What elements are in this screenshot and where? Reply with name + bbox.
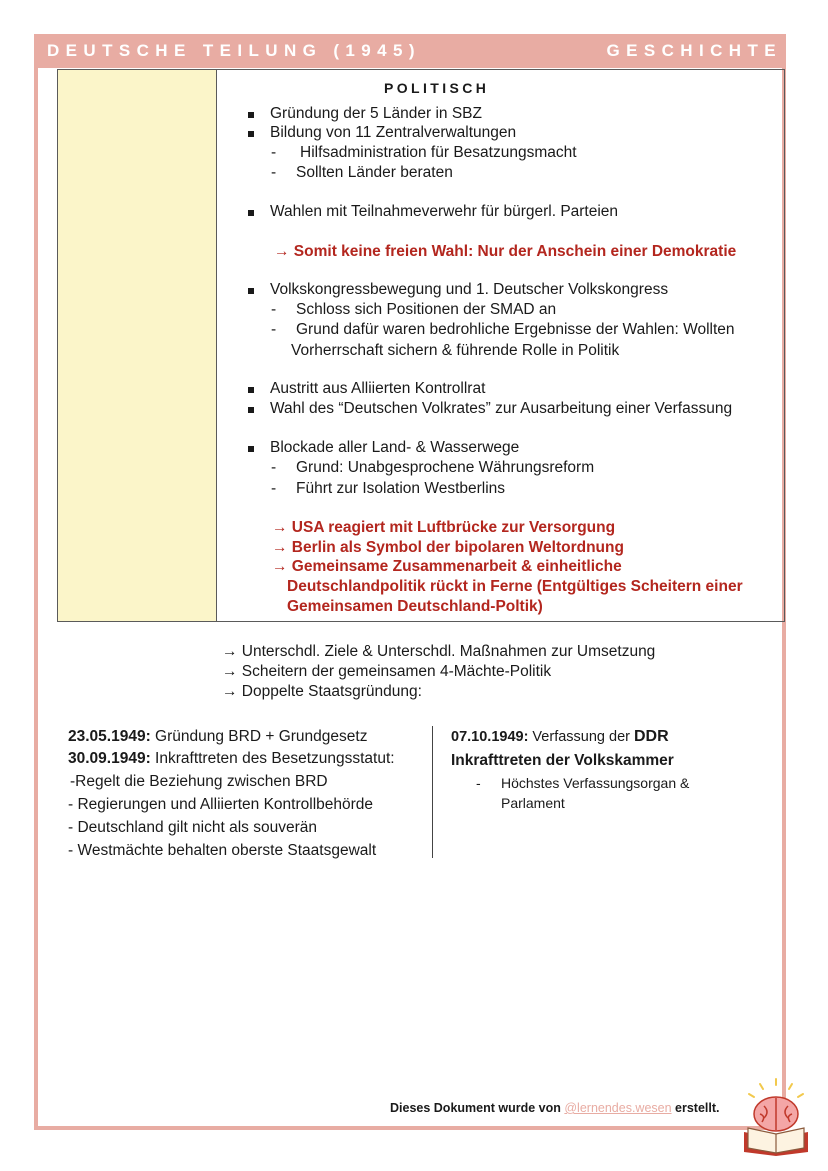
dash-marker: - (271, 144, 277, 161)
column-divider (432, 726, 433, 858)
brain-book-icon (740, 1076, 812, 1156)
bullet-icon (248, 446, 254, 452)
ddr-detail: Höchstes Verfassungsorgan & (501, 775, 690, 791)
brd-founding-line (68, 726, 367, 748)
brd-statute-text: Inkrafttreten des Besetzungsstatut: (150, 750, 395, 767)
bullet-icon (248, 407, 254, 413)
footer-suffix: erstellt. (671, 1101, 720, 1115)
footer-credit (390, 1101, 720, 1115)
brd-founding-text: Gründung BRD + Grundgesetz (150, 728, 368, 745)
column-heading: POLITISCH (384, 80, 490, 96)
summary-line: → Doppelte Staatsgründung: (222, 683, 422, 700)
list-item: Bildung von 11 Zentralverwaltungen (270, 124, 517, 141)
header-bar (34, 34, 786, 68)
conclusion-note: → Berlin als Symbol der bipolaren Weltordnung (272, 539, 624, 556)
bullet-icon (248, 387, 254, 393)
dash-marker: - (271, 459, 277, 476)
ddr-constitution-line (451, 727, 669, 747)
sub-item: Grund: Unabgesprochene Währungsreform (296, 459, 595, 476)
sub-item: Führt zur Isolation Westberlins (296, 480, 506, 497)
brd-detail: - Westmächte behalten oberste Staatsgewalt (68, 842, 377, 859)
brd-statute-line (68, 748, 395, 770)
brd-detail: - Deutschland gilt nicht als souverän (68, 819, 317, 836)
bullet-icon (248, 288, 254, 294)
conclusion-note: → Gemeinsame Zusammenarbeit & einheitliche (272, 558, 622, 575)
sub-item-continued: Vorherrschaft sichern & führende Rolle in Politik (291, 342, 620, 359)
conclusion-note-continued: Gemeinsamen Deutschland-Poltik) (287, 598, 543, 615)
conclusion-note: → Somit keine freien Wahl: Nur der Anschein einer Demokratie (274, 243, 737, 260)
table-left-column (58, 70, 217, 621)
ddr-heading: Inkrafttreten der Volkskammer (451, 752, 674, 769)
date-label: 23.05.1949: (68, 728, 151, 745)
dash-marker: - (271, 301, 277, 318)
date-label: 30.09.1949: (68, 750, 151, 767)
bullet-icon (248, 131, 254, 137)
brd-detail: -Regelt die Beziehung zwischen BRD (70, 773, 328, 790)
conclusion-note-continued: Deutschlandpolitik rückt in Ferne (Entgültiges Scheitern einer (287, 578, 743, 595)
brd-detail: - Regierungen und Alliierten Kontrollbehörde (68, 796, 374, 813)
ddr-label: DDR (634, 728, 669, 745)
sub-item: Grund dafür waren bedrohliche Ergebnisse der Wahlen: Wollten (296, 321, 735, 338)
conclusion-note: → USA reagiert mit Luftbrücke zur Versorgung (272, 519, 616, 536)
dash-marker: - (271, 321, 277, 338)
list-item: Austritt aus Alliierten Kontrollrat (270, 380, 486, 397)
subject-label: GESCHICHTE (606, 41, 782, 60)
summary-line: → Scheitern der gemeinsamen 4-Mächte-Politik (222, 663, 552, 680)
bullet-icon (248, 210, 254, 216)
date-label: 07.10.1949: (451, 729, 529, 745)
ddr-constitution-text: Verfassung der (528, 729, 634, 745)
footer-prefix: Dieses Dokument wurde von (390, 1101, 565, 1115)
list-item: Gründung der 5 Länder in SBZ (270, 105, 482, 122)
sub-item: Hilfsadministration für Besatzungsmacht (300, 144, 577, 161)
list-item: Wahl des “Deutschen Volkrates” zur Ausarbeitung einer Verfassung (270, 400, 733, 417)
dash-marker: - (271, 480, 277, 497)
author-link[interactable]: @lernendes.wesen (564, 1101, 672, 1115)
document-title: DEUTSCHE TEILUNG (1945) (47, 41, 421, 60)
list-item: Volkskongressbewegung und 1. Deutscher Volkskongress (270, 281, 669, 298)
dash-marker: - (271, 164, 277, 181)
dash-marker: - (476, 775, 481, 791)
list-item: Wahlen mit Teilnahmeverwehr für bürgerl. Parteien (270, 203, 619, 220)
list-item: Blockade aller Land- & Wasserwege (270, 439, 520, 456)
summary-line: → Unterschdl. Ziele & Unterschdl. Maßnahmen zur Umsetzung (222, 643, 656, 660)
ddr-detail: Parlament (501, 795, 565, 811)
sub-item: Schloss sich Positionen der SMAD an (296, 301, 557, 318)
bullet-icon (248, 112, 254, 118)
sub-item: Sollten Länder beraten (296, 164, 453, 181)
